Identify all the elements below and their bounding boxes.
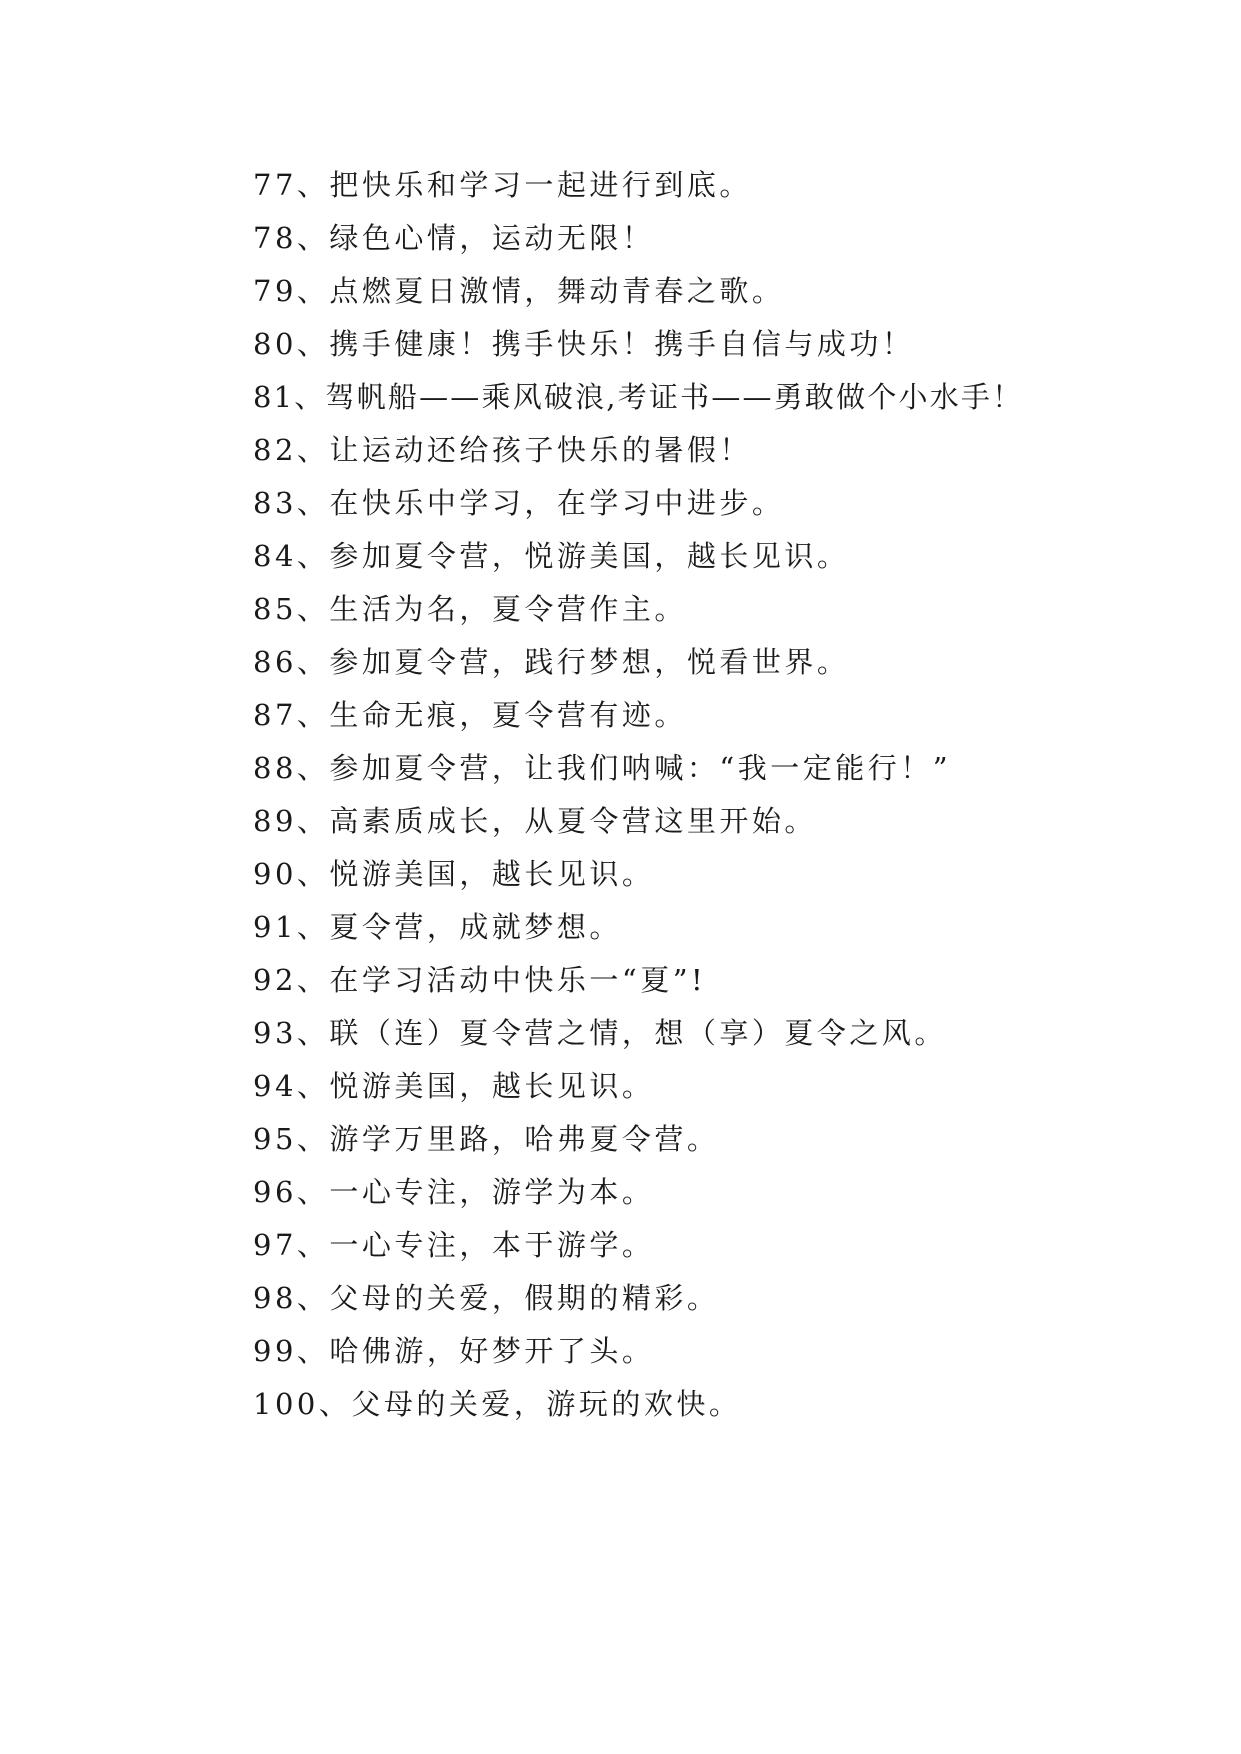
slogan-line-84: 84、参加夏令营，悦游美国，越长见识。 [253, 539, 850, 573]
slogan-line-97: 97、一心专注，本于游学。 [253, 1228, 655, 1262]
slogan-line-99: 99、哈佛游，好梦开了头。 [253, 1334, 655, 1368]
slogan-line-81: 81、驾帆船——乘风破浪,考证书——勇敢做个小水手！ [253, 380, 1024, 414]
slogan-line-96: 96、一心专注，游学为本。 [253, 1175, 655, 1209]
slogan-line-82: 82、让运动还给孩子快乐的暑假！ [253, 433, 752, 467]
slogan-line-92: 92、在学习活动中快乐一“夏”! [253, 963, 707, 997]
slogan-line-87: 87、生命无痕，夏令营有迹。 [253, 698, 687, 732]
slogan-line-86: 86、参加夏令营，践行梦想，悦看世界。 [253, 645, 850, 679]
slogan-line-80: 80、携手健康！携手快乐！携手自信与成功！ [253, 327, 915, 361]
slogan-line-89: 89、高素质成长，从夏令营这里开始。 [253, 804, 817, 838]
slogan-line-93: 93、联（连）夏令营之情，想（享）夏令之风。 [253, 1016, 947, 1050]
slogan-line-77: 77、把快乐和学习一起进行到底。 [253, 168, 752, 202]
slogan-line-78: 78、绿色心情，运动无限！ [253, 221, 655, 255]
slogan-line-90: 90、悦游美国，越长见识。 [253, 857, 655, 891]
slogan-line-91: 91、夏令营，成就梦想。 [253, 910, 622, 944]
slogan-line-100: 100、父母的关爱，游玩的欢快。 [253, 1387, 742, 1421]
slogan-line-95: 95、游学万里路，哈弗夏令营。 [253, 1122, 720, 1156]
slogan-line-83: 83、在快乐中学习，在学习中进步。 [253, 486, 785, 520]
slogan-line-85: 85、生活为名，夏令营作主。 [253, 592, 687, 626]
slogan-line-94: 94、悦游美国，越长见识。 [253, 1069, 655, 1103]
slogan-line-98: 98、父母的关爱，假期的精彩。 [253, 1281, 720, 1315]
slogan-line-88: 88、参加夏令营，让我们呐喊：“我一定能行！” [253, 751, 952, 785]
slogan-line-79: 79、点燃夏日激情，舞动青春之歌。 [253, 274, 785, 308]
